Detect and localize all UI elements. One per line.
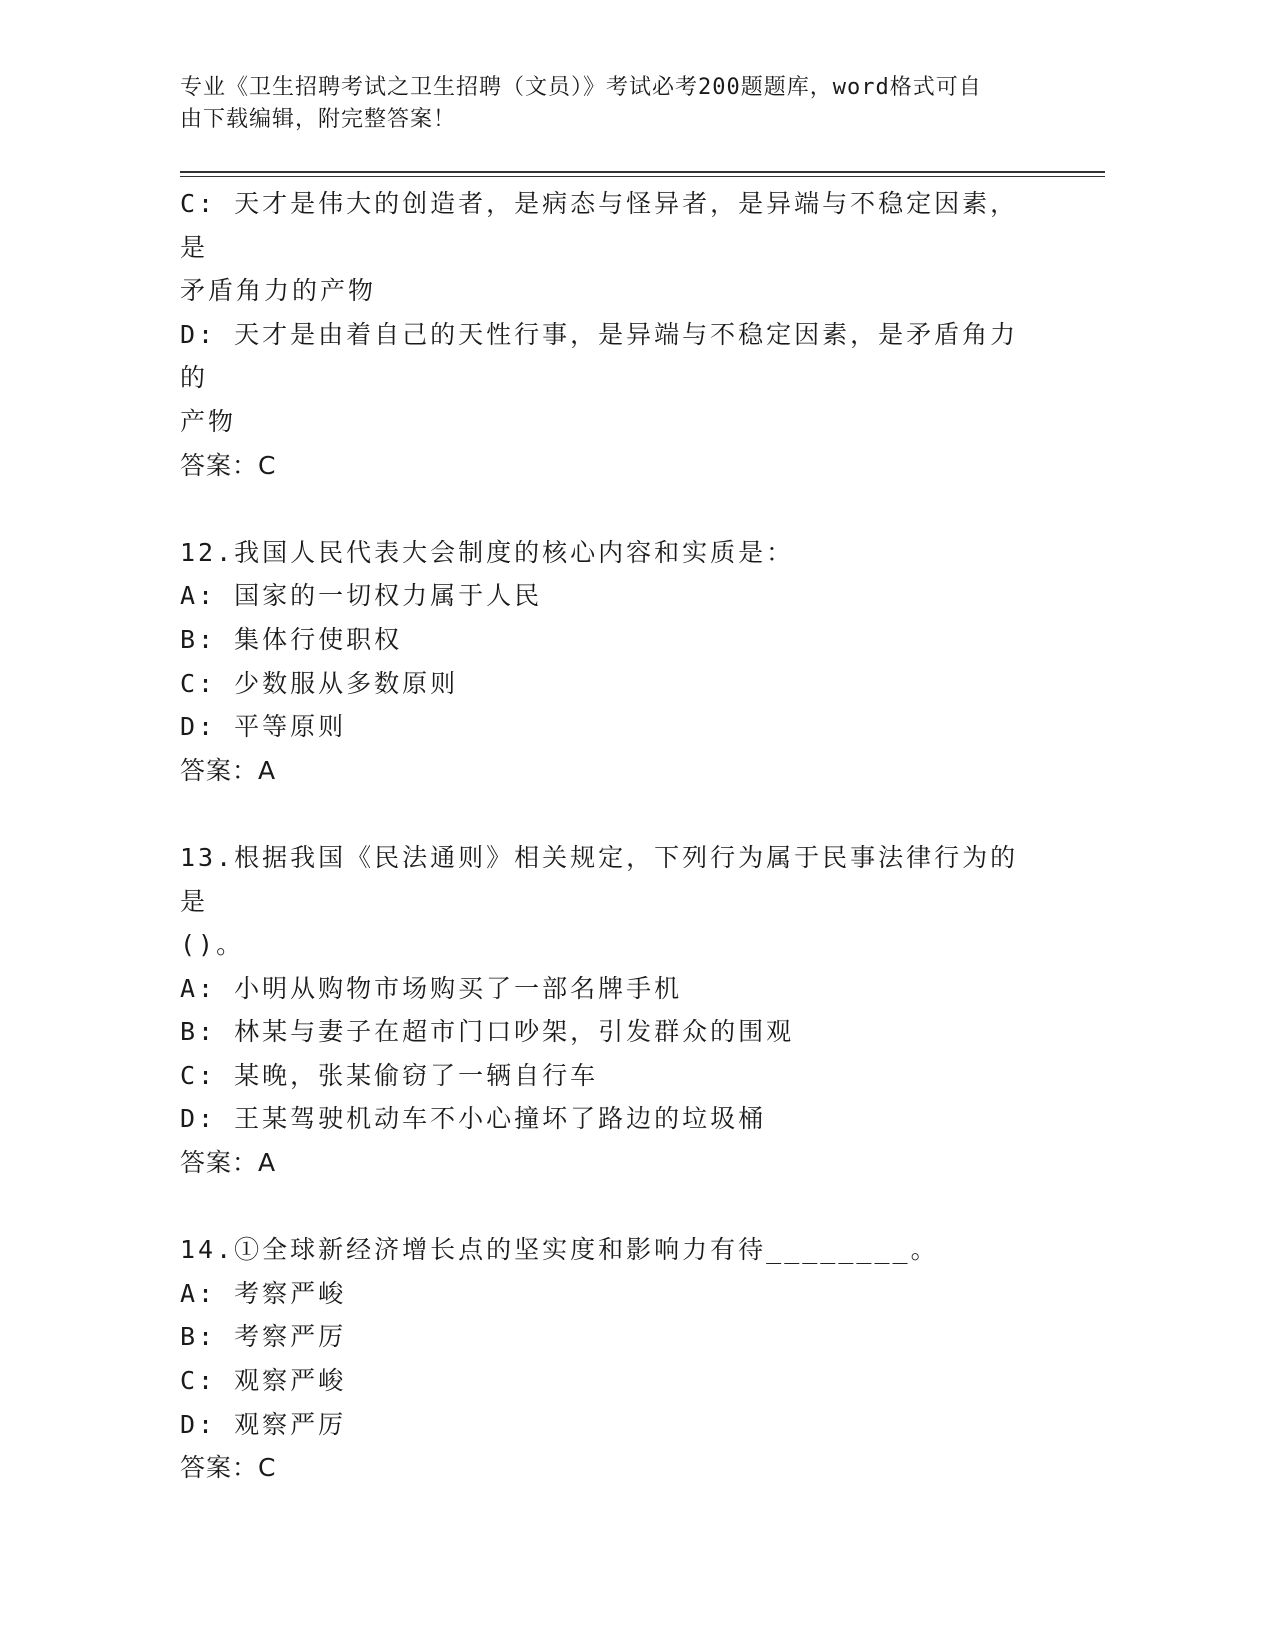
question-14-answer: 答案：C [180, 1453, 277, 1483]
option-d-line-1: D: 天才是由着自己的天性行事，是异端与不稳定因素，是矛盾角力的 [180, 319, 1019, 393]
option-c-line-1: C: 天才是伟大的创造者，是病态与怪异者，是异端与不稳定因素，是 [180, 189, 1019, 262]
header-line-1: 专业《卫生招聘考试之卫生招聘（文员）》考试必考200题题库，word格式可自 [180, 75, 982, 100]
option-d-line-2: 产物 [180, 406, 237, 436]
question-14-option-b: B: 考察严厉 [180, 1322, 347, 1352]
header-divider-thick [180, 171, 1105, 173]
question-12-option-b: B: 集体行使职权 [180, 624, 403, 654]
answer-line: 答案：C [180, 450, 277, 480]
option-c-line-2: 矛盾角力的产物 [180, 276, 377, 306]
question-12-stem: 12.我国人民代表大会制度的核心内容和实质是： [180, 537, 795, 567]
question-13-option-b: B: 林某与妻子在超市门口吵架，引发群众的围观 [180, 1017, 795, 1047]
question-13-option-c: C: 某晚，张某偷窃了一辆自行车 [180, 1060, 599, 1090]
question-12-option-c: C: 少数服从多数原则 [180, 668, 459, 698]
question-12-answer: 答案：A [180, 755, 277, 785]
question-14-option-c: C: 观察严峻 [180, 1366, 347, 1396]
question-14-stem: 14.①全球新经济增长点的坚实度和影响力有待________。 [180, 1235, 939, 1265]
document-header [180, 72, 1040, 136]
question-13-stem-line-1: 13.根据我国《民法通则》相关规定，下列行为属于民事法律行为的是 [180, 842, 1019, 916]
question-12-option-d: D: 平等原则 [180, 712, 347, 742]
spacer [180, 792, 1040, 836]
question-13-option-d: D: 王某驾驶机动车不小心撞坏了路边的垃圾桶 [180, 1104, 767, 1134]
spacer [180, 1185, 1040, 1229]
question-13-option-a: A: 小明从购物市场购买了一部名牌手机 [180, 973, 683, 1003]
header-divider-thin [180, 176, 1105, 177]
spacer [180, 487, 1040, 531]
question-14-option-a: A: 考察严峻 [180, 1278, 347, 1308]
question-content [180, 182, 1040, 1490]
question-12-option-a: A: 国家的一切权力属于人民 [180, 581, 543, 611]
question-13-answer: 答案：A [180, 1148, 277, 1178]
question-14-option-d: D: 观察严厉 [180, 1409, 347, 1439]
question-13-stem-line-2: ()。 [180, 930, 245, 960]
header-line-2: 由下载编辑，附完整答案！ [180, 107, 457, 132]
